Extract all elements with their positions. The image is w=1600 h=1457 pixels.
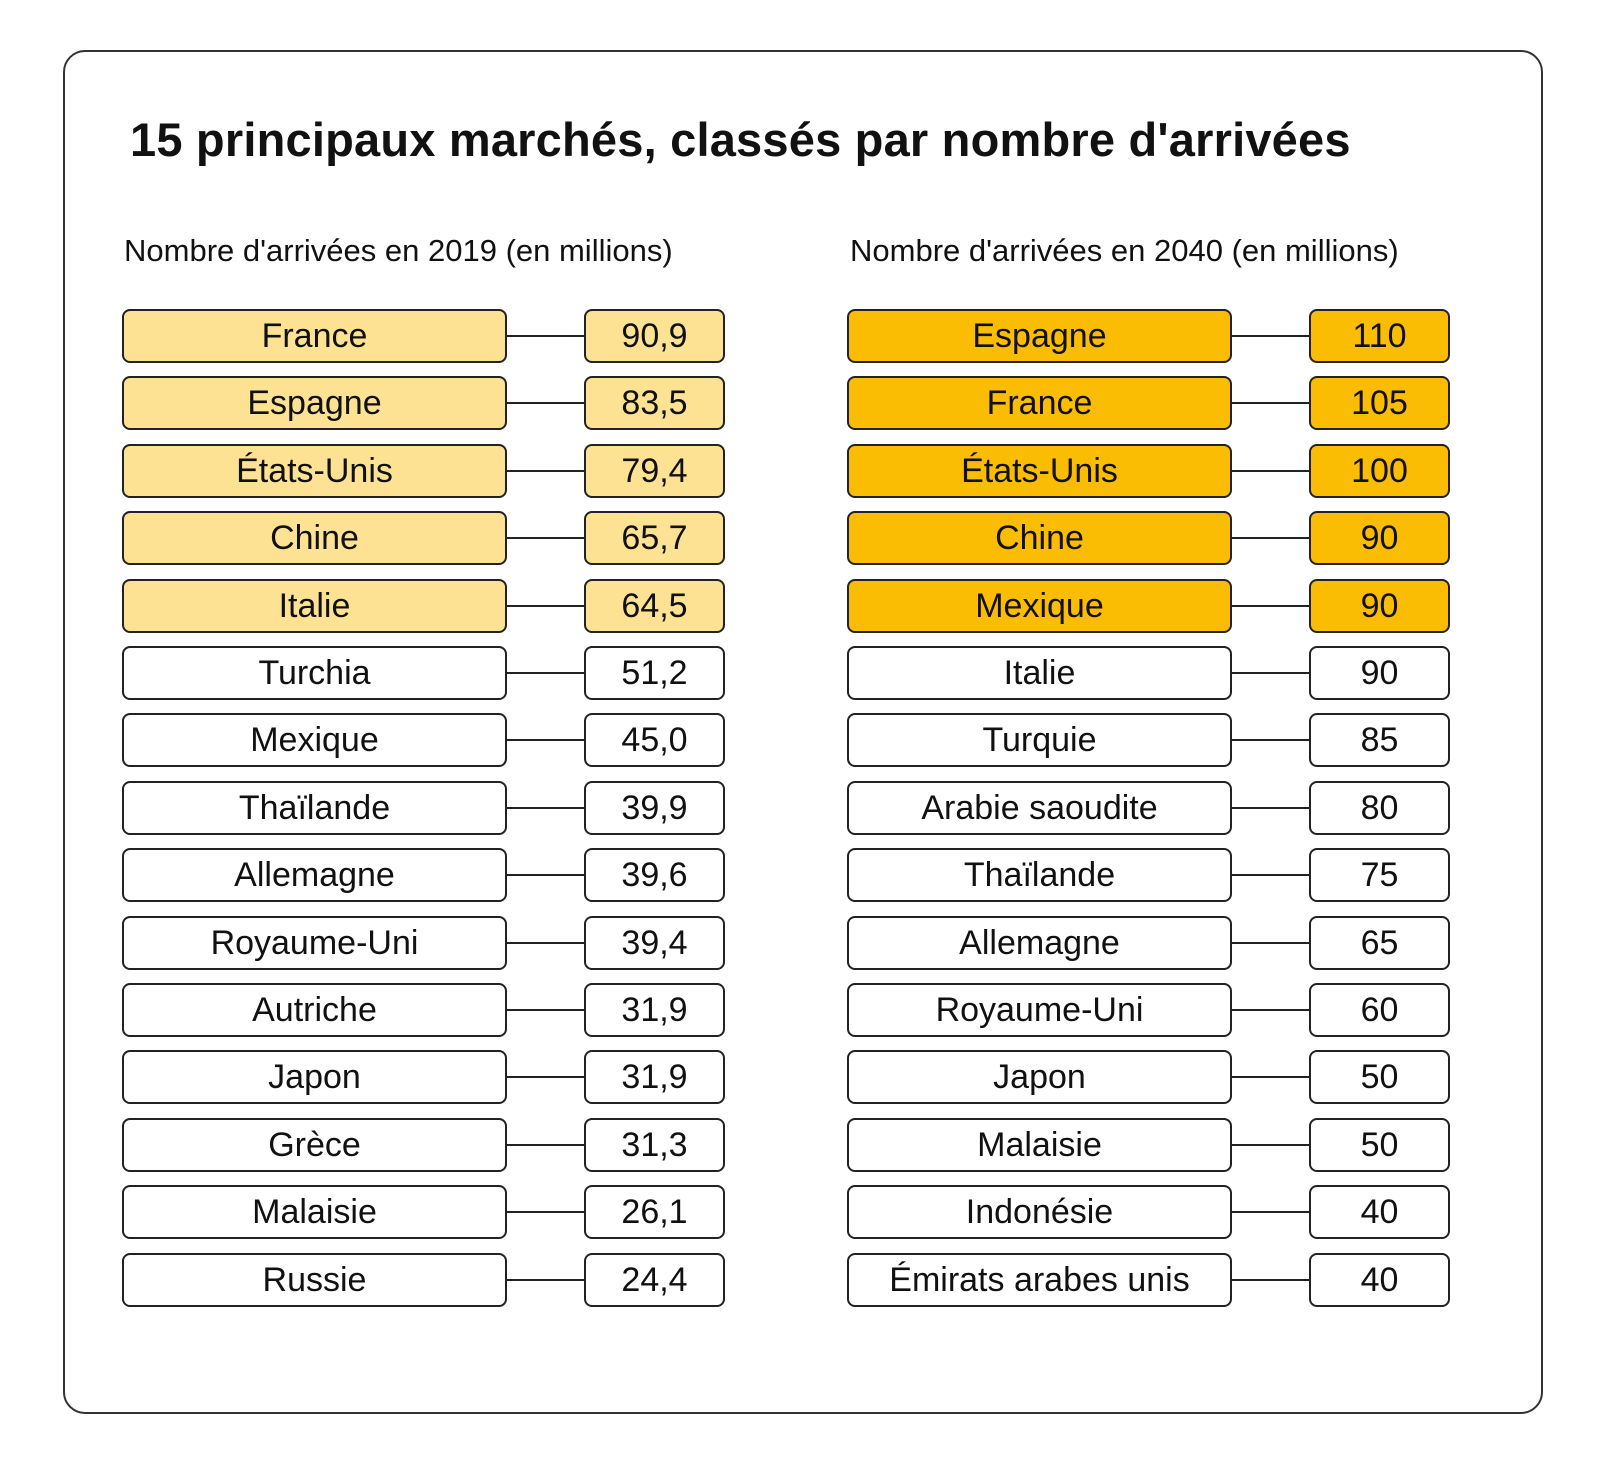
country-label: Émirats arabes unis bbox=[847, 1253, 1232, 1307]
arrivals-value: 90 bbox=[1309, 511, 1450, 565]
country-label: Arabie saoudite bbox=[847, 781, 1232, 835]
arrivals-value: 80 bbox=[1309, 781, 1450, 835]
country-label: Turquie bbox=[847, 713, 1232, 767]
connector-line bbox=[507, 739, 584, 741]
connector-line bbox=[1232, 605, 1309, 607]
arrivals-value: 105 bbox=[1309, 376, 1450, 430]
connector-line bbox=[1232, 1009, 1309, 1011]
connector-line bbox=[507, 1076, 584, 1078]
connector-line bbox=[507, 402, 584, 404]
country-label: Turchia bbox=[122, 646, 507, 700]
connector-line bbox=[507, 942, 584, 944]
connector-line bbox=[507, 874, 584, 876]
arrivals-value: 40 bbox=[1309, 1253, 1450, 1307]
country-label: Russie bbox=[122, 1253, 507, 1307]
arrivals-value: 39,9 bbox=[584, 781, 725, 835]
arrivals-value: 31,9 bbox=[584, 1050, 725, 1104]
arrivals-value: 90 bbox=[1309, 646, 1450, 700]
country-label: Japon bbox=[847, 1050, 1232, 1104]
connector-line bbox=[507, 1009, 584, 1011]
arrivals-value: 51,2 bbox=[584, 646, 725, 700]
country-label: États-Unis bbox=[847, 444, 1232, 498]
arrivals-value: 24,4 bbox=[584, 1253, 725, 1307]
connector-line bbox=[507, 1144, 584, 1146]
column-title-2040: Nombre d'arrivées en 2040 (en millions) bbox=[850, 233, 1399, 268]
country-label: Italie bbox=[122, 579, 507, 633]
arrivals-value: 31,3 bbox=[584, 1118, 725, 1172]
country-label: Chine bbox=[847, 511, 1232, 565]
connector-line bbox=[1232, 1279, 1309, 1281]
connector-line bbox=[507, 335, 584, 337]
country-label: Autriche bbox=[122, 983, 507, 1037]
country-label: Chine bbox=[122, 511, 507, 565]
country-label: Indonésie bbox=[847, 1185, 1232, 1239]
arrivals-value: 39,4 bbox=[584, 916, 725, 970]
country-label: Italie bbox=[847, 646, 1232, 700]
country-label: Japon bbox=[122, 1050, 507, 1104]
connector-line bbox=[1232, 1076, 1309, 1078]
connector-line bbox=[507, 807, 584, 809]
country-label: France bbox=[847, 376, 1232, 430]
country-label: Espagne bbox=[122, 376, 507, 430]
country-label: Grèce bbox=[122, 1118, 507, 1172]
connector-line bbox=[507, 470, 584, 472]
connector-line bbox=[507, 1211, 584, 1213]
country-label: Espagne bbox=[847, 309, 1232, 363]
connector-line bbox=[1232, 1144, 1309, 1146]
arrivals-value: 26,1 bbox=[584, 1185, 725, 1239]
connector-line bbox=[1232, 874, 1309, 876]
arrivals-value: 65 bbox=[1309, 916, 1450, 970]
arrivals-value: 85 bbox=[1309, 713, 1450, 767]
arrivals-value: 65,7 bbox=[584, 511, 725, 565]
chart-title: 15 principaux marchés, classés par nombre d'arrivées bbox=[130, 113, 1351, 166]
country-label: Allemagne bbox=[847, 916, 1232, 970]
connector-line bbox=[507, 537, 584, 539]
arrivals-value: 40 bbox=[1309, 1185, 1450, 1239]
connector-line bbox=[507, 672, 584, 674]
connector-line bbox=[507, 1279, 584, 1281]
connector-line bbox=[1232, 807, 1309, 809]
country-label: Allemagne bbox=[122, 848, 507, 902]
connector-line bbox=[1232, 1211, 1309, 1213]
connector-line bbox=[507, 605, 584, 607]
arrivals-value: 110 bbox=[1309, 309, 1450, 363]
country-label: Thaïlande bbox=[847, 848, 1232, 902]
connector-line bbox=[1232, 537, 1309, 539]
country-label: Thaïlande bbox=[122, 781, 507, 835]
country-label: Mexique bbox=[847, 579, 1232, 633]
arrivals-value: 50 bbox=[1309, 1118, 1450, 1172]
country-label: Royaume-Uni bbox=[847, 983, 1232, 1037]
arrivals-value: 39,6 bbox=[584, 848, 725, 902]
arrivals-value: 79,4 bbox=[584, 444, 725, 498]
arrivals-value: 45,0 bbox=[584, 713, 725, 767]
arrivals-value: 75 bbox=[1309, 848, 1450, 902]
arrivals-value: 100 bbox=[1309, 444, 1450, 498]
connector-line bbox=[1232, 739, 1309, 741]
connector-line bbox=[1232, 335, 1309, 337]
country-label: Royaume-Uni bbox=[122, 916, 507, 970]
column-title-2019: Nombre d'arrivées en 2019 (en millions) bbox=[124, 233, 673, 268]
arrivals-value: 50 bbox=[1309, 1050, 1450, 1104]
arrivals-value: 83,5 bbox=[584, 376, 725, 430]
country-label: Malaisie bbox=[847, 1118, 1232, 1172]
country-label: États-Unis bbox=[122, 444, 507, 498]
arrivals-value: 90,9 bbox=[584, 309, 725, 363]
arrivals-value: 31,9 bbox=[584, 983, 725, 1037]
connector-line bbox=[1232, 470, 1309, 472]
country-label: France bbox=[122, 309, 507, 363]
arrivals-value: 60 bbox=[1309, 983, 1450, 1037]
country-label: Mexique bbox=[122, 713, 507, 767]
arrivals-value: 64,5 bbox=[584, 579, 725, 633]
arrivals-value: 90 bbox=[1309, 579, 1450, 633]
connector-line bbox=[1232, 402, 1309, 404]
country-label: Malaisie bbox=[122, 1185, 507, 1239]
connector-line bbox=[1232, 672, 1309, 674]
connector-line bbox=[1232, 942, 1309, 944]
